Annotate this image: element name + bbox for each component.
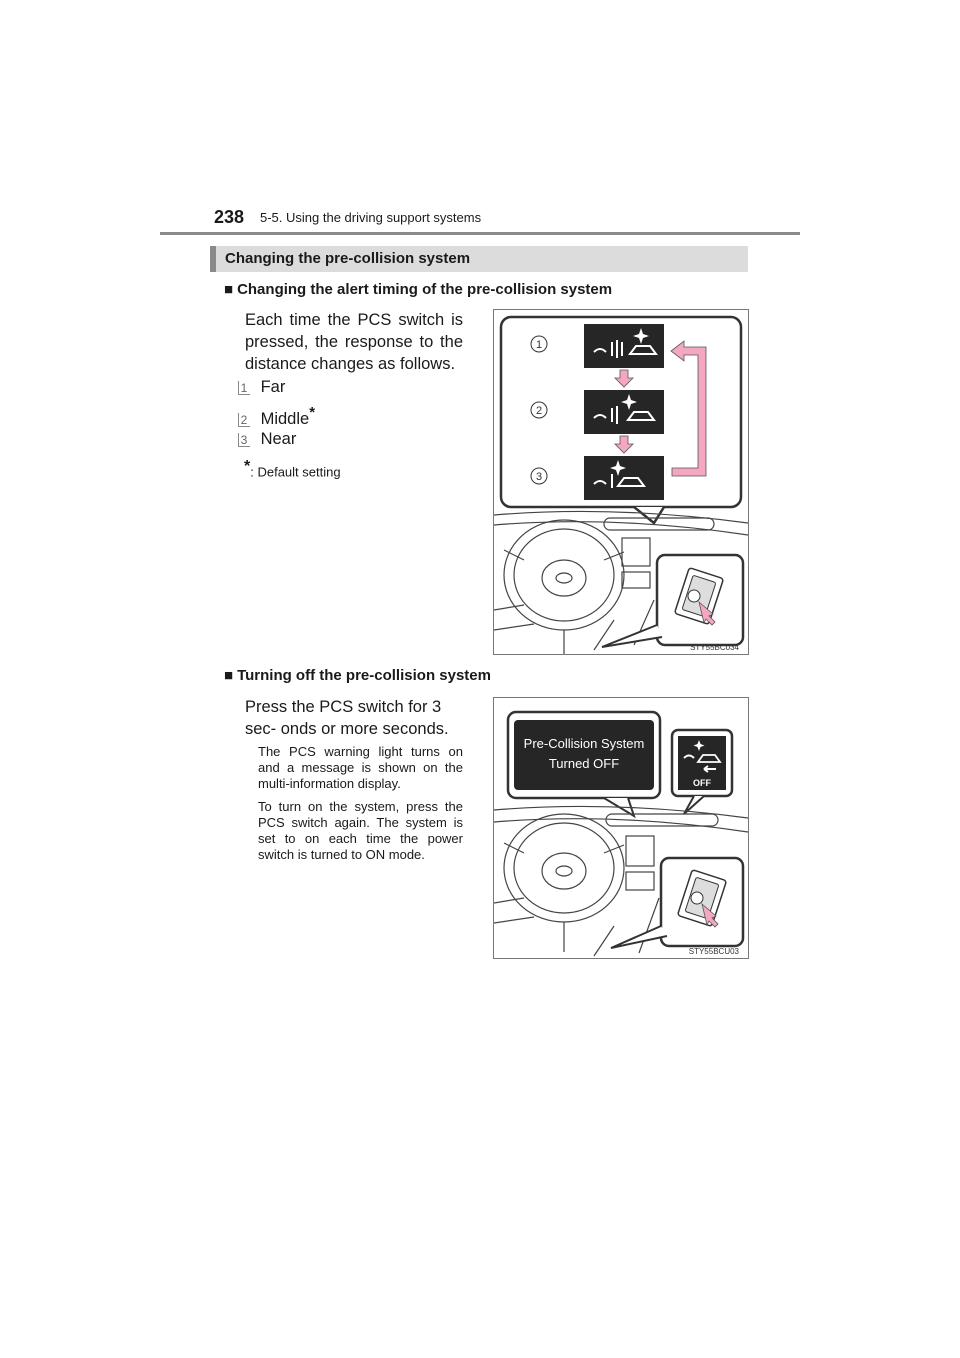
option-far-label: Far	[260, 378, 286, 396]
footnote-asterisk: *	[244, 458, 251, 475]
alert-timing-figure	[493, 309, 749, 655]
option-near	[238, 430, 296, 449]
display-message-line1: Pre-Collision System	[523, 736, 645, 751]
turn-off-figure	[493, 697, 749, 959]
distance-near-icon	[584, 456, 664, 500]
turn-off-illustration	[494, 698, 748, 958]
heading-bullet: ■	[224, 667, 234, 684]
distance-far-icon	[584, 324, 664, 368]
alert-timing-illustration	[494, 310, 748, 654]
turn-off-heading	[224, 667, 491, 684]
number-2-icon: 2	[238, 413, 250, 427]
turn-off-description: Press the PCS switch for 3 sec- onds or more seconds.	[245, 698, 449, 738]
turn-off-note-1: The PCS warning light turns on and a message is shown on the multi-information display.	[258, 744, 463, 791]
distance-middle-icon	[584, 390, 664, 434]
default-asterisk: *	[309, 404, 316, 421]
off-label: OFF	[693, 778, 711, 788]
number-1-icon: 1	[238, 381, 250, 395]
figure-code: STY55BCU03	[688, 947, 739, 956]
footnote	[244, 458, 341, 479]
number-3-icon: 3	[238, 433, 250, 447]
option-far	[238, 378, 285, 397]
alert-timing-heading	[224, 281, 612, 298]
header-rule	[160, 232, 800, 235]
section-heading-bar	[210, 246, 748, 272]
svg-text:2: 2	[535, 405, 543, 417]
alert-timing-heading-text: Changing the alert timing of the pre-collision system	[237, 281, 613, 298]
display-message-line2: Turned OFF	[548, 756, 620, 771]
turn-off-heading-text: Turning off the pre-collision system	[237, 667, 491, 684]
turn-off-note-2: To turn on the system, press the PCS switch again. The system is set to on each time the power switch is turned to ON mode.	[258, 799, 463, 862]
footnote-text: : Default setting	[250, 464, 341, 480]
pcs-off-warning-icon	[678, 736, 726, 790]
svg-text:3: 3	[535, 471, 543, 483]
page-number: 238	[214, 207, 245, 227]
heading-bullet: ■	[224, 281, 234, 298]
option-middle	[238, 404, 315, 429]
chapter-title: 5-5. Using the driving support systems	[260, 210, 482, 225]
option-middle-label: Middle	[260, 409, 310, 428]
section-title: Changing the pre-collision system	[225, 250, 471, 267]
figure-code: STY55BC034	[690, 643, 739, 652]
alert-timing-description: Each time the PCS switch is pressed, the response to the distance changes as follows.	[245, 311, 463, 373]
svg-text:1: 1	[535, 339, 543, 351]
option-near-label: Near	[260, 430, 297, 448]
